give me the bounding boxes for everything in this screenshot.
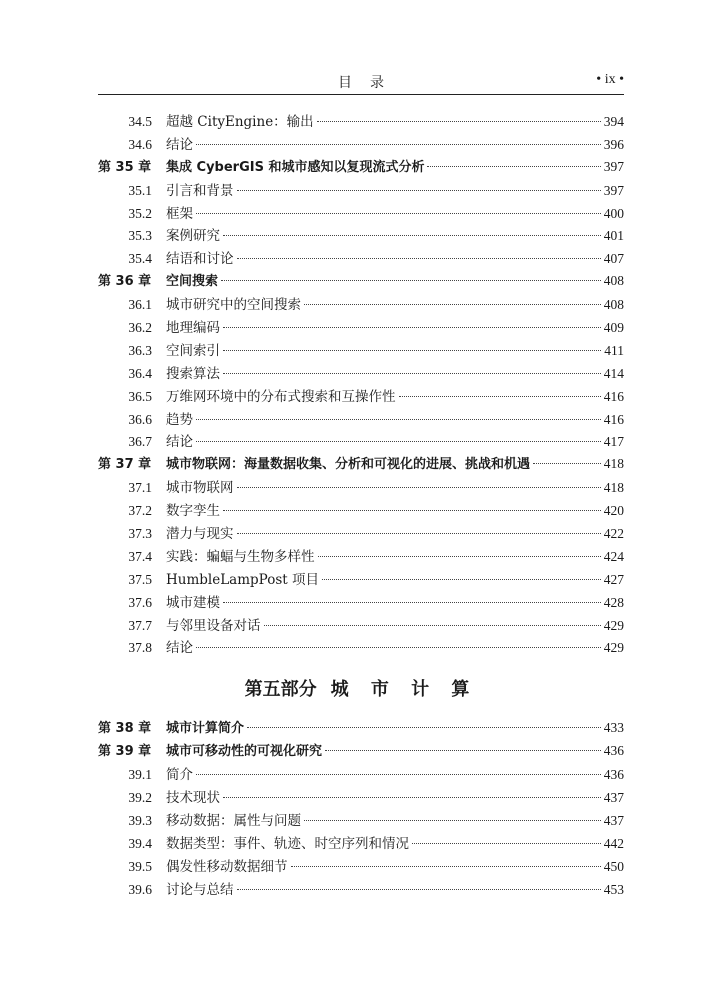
entry-number: 第 37 章 [98,457,152,473]
entry-page: 422 [603,526,624,542]
toc-section-entry[interactable] [98,293,624,316]
dot-leader [427,166,600,167]
dot-leader [322,579,601,580]
entry-number: 36.1 [128,297,152,313]
entry-title: 超越 CityEngine：输出 [166,114,314,130]
toc-section-entry[interactable] [98,591,624,614]
entry-title: 技术现状 [166,790,220,807]
entry-number: 36.7 [128,434,152,450]
toc-section-entry[interactable] [98,202,624,225]
table-of-contents [98,110,624,901]
dot-leader [247,727,601,728]
entry-title: 万维网环境中的分布式搜索和互操作性 [166,388,396,405]
entry-page: 397 [603,182,624,198]
entry-page: 427 [603,571,624,587]
entry-number: 36.5 [128,388,152,404]
entry-page: 408 [603,273,624,289]
dot-leader [325,750,601,751]
entry-page: 418 [603,456,624,472]
entry-page: 418 [603,480,624,496]
entry-title: 引言和背景 [166,182,234,199]
dot-leader [223,327,601,328]
entry-title: 数据类型：事件、轨迹、时空序列和情况 [166,835,409,852]
dot-leader [223,602,601,603]
dot-leader [223,350,601,351]
toc-list-part-five [98,717,624,900]
entry-page: 407 [603,251,624,267]
entry-page: 396 [603,136,624,152]
part-heading [98,659,624,717]
entry-number: 第 36 章 [98,274,152,290]
entry-number: 39.3 [128,812,152,828]
entry-number: 第 39 章 [98,744,152,760]
entry-number: 37.2 [128,503,152,519]
header-title: 目录 [338,75,402,91]
entry-number: 37.8 [128,640,152,656]
entry-title: 框架 [166,205,193,222]
toc-chapter-entry[interactable] [98,453,624,476]
dot-leader [223,510,601,511]
toc-section-entry[interactable] [98,763,624,786]
dot-leader [237,889,601,890]
toc-section-entry[interactable] [98,568,624,591]
entry-number: 34.6 [128,136,152,152]
dot-leader [291,866,601,867]
entry-number: 36.4 [128,365,152,381]
part-title: 城 市 计 算 [330,679,478,701]
dot-leader [196,647,601,648]
toc-section-entry[interactable] [98,832,624,855]
entry-title: 趋势 [166,411,193,428]
toc-section-entry[interactable] [98,476,624,499]
toc-section-entry[interactable] [98,224,624,247]
entry-page: 436 [603,767,624,783]
entry-page: 401 [603,228,624,244]
toc-section-entry[interactable] [98,247,624,270]
entry-title: 潜力与现实 [166,526,234,543]
entry-title: 结论 [166,640,193,657]
entry-page: 436 [603,743,624,759]
dot-leader [223,797,601,798]
entry-number: 37.7 [128,617,152,633]
entry-number: 35.2 [128,205,152,221]
entry-page: 394 [603,114,624,129]
entry-title: 城市建模 [166,594,220,611]
toc-section-entry[interactable] [98,362,624,385]
entry-title: 案例研究 [166,228,220,245]
entry-title: 结论 [166,136,193,153]
entry-title: 城市可移动性的可视化研究 [166,744,323,760]
entry-title: 城市计算简介 [166,721,245,737]
entry-number: 39.4 [128,835,152,851]
part-label: 第五部分 [244,679,317,701]
toc-section-entry[interactable] [98,522,624,545]
toc-section-entry[interactable] [98,614,624,637]
toc-section-entry[interactable] [98,878,624,901]
entry-number: 36.2 [128,320,152,336]
entry-number: 37.6 [128,594,152,610]
entry-title: HumbleLampPost 项目 [166,571,319,588]
entry-title: 搜索算法 [166,365,220,382]
dot-leader [196,441,601,442]
entry-title: 结语和讨论 [166,251,234,268]
entry-title: 简介 [166,767,193,784]
toc-section-entry[interactable] [98,430,624,453]
dot-leader [223,373,601,374]
entry-page: 429 [603,640,624,656]
entry-page: 450 [603,858,624,874]
entry-number: 39.6 [128,881,152,897]
toc-section-entry[interactable] [98,179,624,202]
entry-page: 429 [603,617,624,633]
dot-leader [196,213,601,214]
dot-leader [237,487,601,488]
entry-title: 城市物联网 [166,480,234,497]
entry-title: 地理编码 [166,320,220,337]
entry-number: 35.4 [128,251,152,267]
toc-section-entry[interactable] [98,339,624,362]
entry-title: 城市研究中的空间搜索 [166,297,301,314]
toc-section-entry[interactable] [98,636,624,659]
dot-leader [412,843,601,844]
entry-number: 37.1 [128,480,152,496]
entry-number: 第 38 章 [98,721,152,737]
entry-number: 35.1 [128,182,152,198]
toc-chapter-entry[interactable] [98,740,624,763]
entry-page: 409 [603,320,624,336]
entry-page: 437 [603,812,624,828]
entry-page: 433 [603,720,624,736]
toc-section-entry[interactable] [98,316,624,339]
dot-leader [196,144,601,145]
toc-chapter-entry[interactable] [98,156,624,179]
entry-title: 实践：蝙蝠与生物多样性 [166,548,315,565]
entry-title: 空间索引 [166,342,220,359]
dot-leader [318,556,601,557]
entry-title: 集成 CyberGIS 和城市感知以复现流式分析 [166,159,425,175]
entry-title: 移动数据：属性与问题 [166,812,301,829]
entry-page: 417 [603,434,624,450]
entry-number: 37.4 [128,548,152,564]
toc-section-entry[interactable] [98,855,624,878]
toc-chapter-entry[interactable] [98,717,624,740]
entry-page: 442 [603,835,624,851]
entry-page: 414 [603,365,624,381]
entry-title: 讨论与总结 [166,881,234,898]
dot-leader [304,304,601,305]
entry-number: 37.3 [128,526,152,542]
entry-page: 420 [603,503,624,519]
toc-list-part-four [98,110,624,659]
entry-page: 416 [603,411,624,427]
dot-leader [221,280,601,281]
entry-title: 结论 [166,434,193,451]
entry-number: 39.5 [128,858,152,874]
toc-section-entry[interactable] [98,133,624,156]
dot-leader [264,625,601,626]
dot-leader [237,190,601,191]
entry-title: 数字孪生 [166,503,220,520]
toc-section-entry[interactable] [98,408,624,431]
dot-leader [304,820,601,821]
entry-page: 416 [603,388,624,404]
entry-page: 424 [603,548,624,564]
entry-number: 35.3 [128,228,152,244]
entry-number: 36.6 [128,411,152,427]
entry-title: 空间搜索 [166,274,219,290]
entry-page: 408 [603,297,624,313]
entry-title: 偶发性移动数据细节 [166,858,288,875]
dot-leader [196,419,601,420]
entry-page: 428 [603,594,624,610]
entry-number: 34.5 [128,114,152,129]
entry-page: 397 [603,158,624,174]
entry-page: 437 [603,790,624,806]
running-header [98,66,624,95]
toc-section-entry[interactable] [98,499,624,522]
dot-leader [533,463,601,464]
entry-number: 39.1 [128,767,152,783]
dot-leader [317,121,601,122]
dot-leader [237,533,601,534]
dot-leader [237,258,601,259]
toc-section-entry[interactable] [98,809,624,832]
entry-title: 与邻里设备对话 [166,617,261,634]
header-page-number: • ix • [596,72,624,87]
entry-number: 37.5 [128,571,152,587]
toc-chapter-entry[interactable] [98,270,624,293]
entry-title: 城市物联网：海量数据收集、分析和可视化的进展、挑战和机遇 [166,457,531,473]
toc-section-entry[interactable] [98,385,624,408]
dot-leader [196,774,601,775]
dot-leader [223,235,601,236]
toc-section-entry[interactable] [98,110,624,133]
entry-page: 453 [603,881,624,897]
entry-number: 39.2 [128,790,152,806]
entry-page: 400 [603,205,624,221]
entry-number: 36.3 [128,342,152,358]
entry-page: 411 [604,342,624,358]
entry-number: 第 35 章 [98,159,152,175]
toc-section-entry[interactable] [98,545,624,568]
toc-section-entry[interactable] [98,786,624,809]
dot-leader [399,396,601,397]
